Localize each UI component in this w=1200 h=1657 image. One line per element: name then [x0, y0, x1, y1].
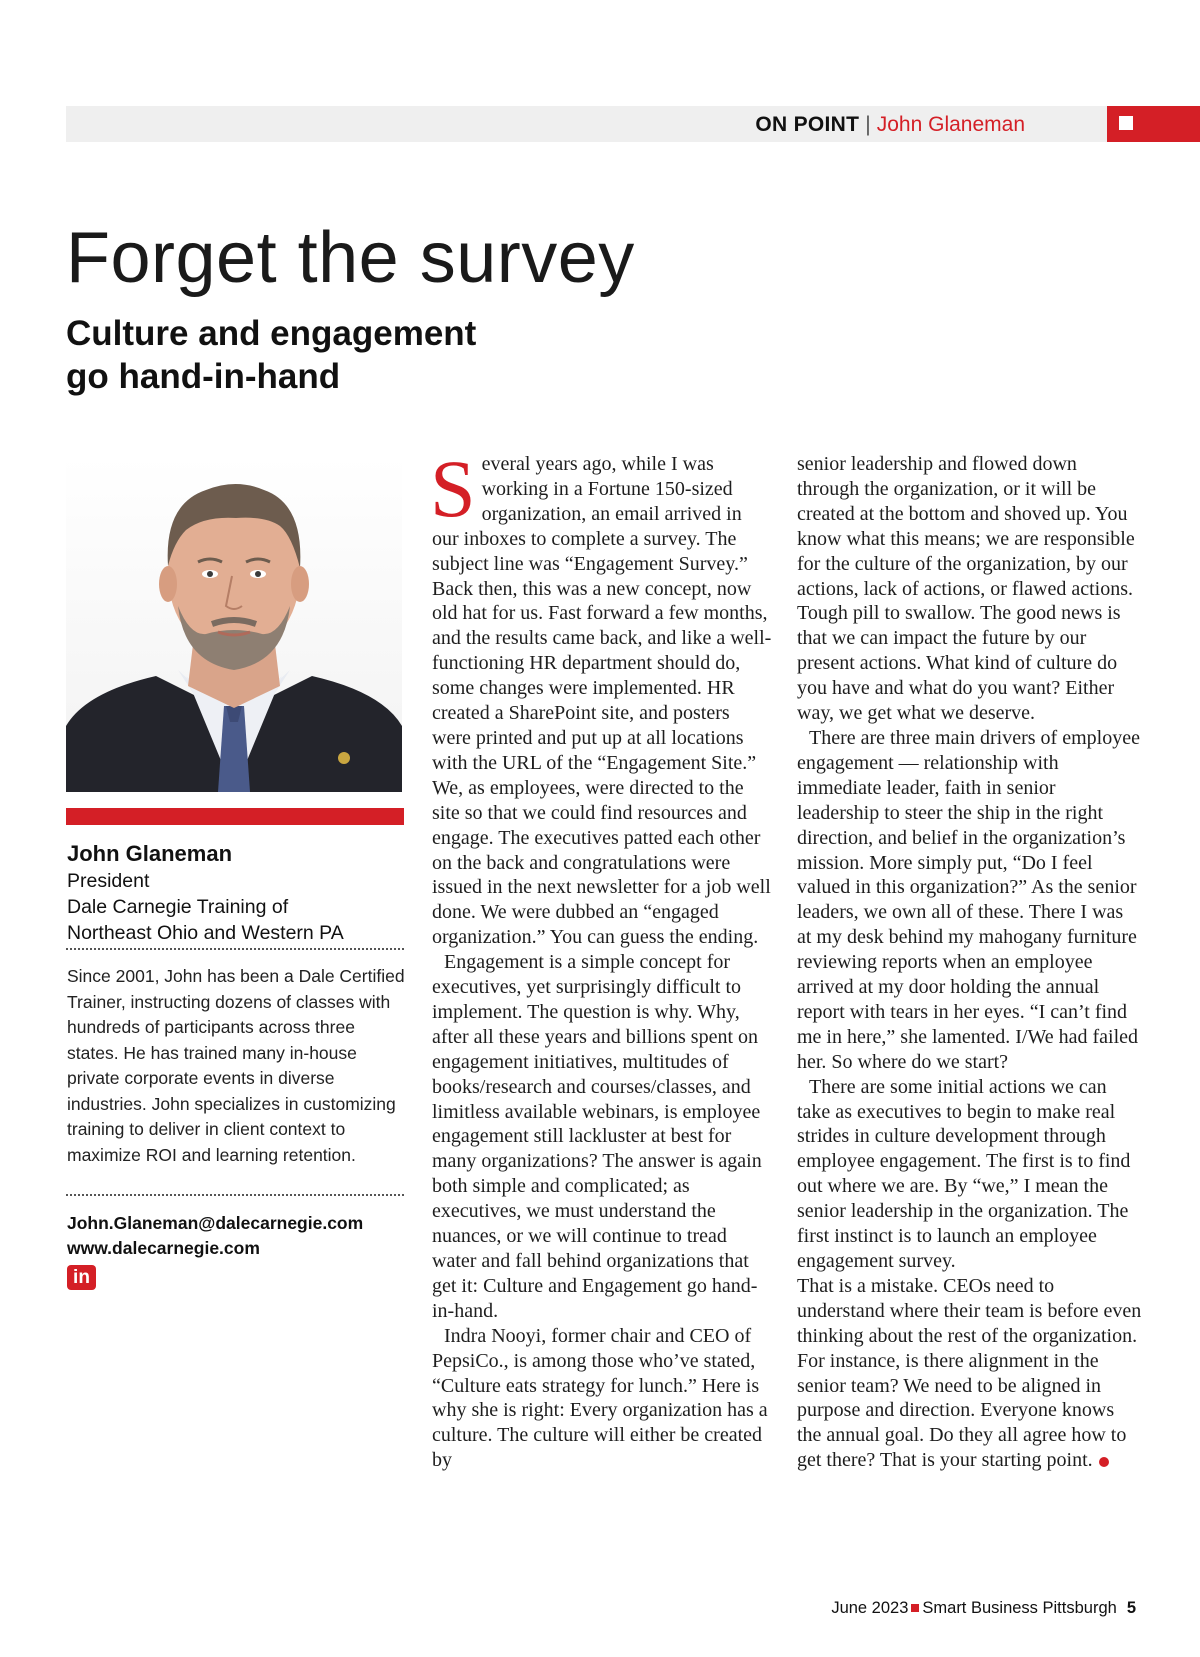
article-title: Forget the survey — [66, 218, 635, 298]
section-label: ON POINT — [755, 113, 860, 136]
header-band — [66, 106, 1200, 142]
article-paragraph: There are some initial actions we can take as executives to begin to make real strides in culture development through employee engagement. The first is to find out where we are. By “we,” I mean the senior leadership in the organization. The first instinct is to launch an employee engagement survey. — [797, 1075, 1131, 1272]
article-paragraph — [430, 443, 772, 950]
subtitle-line: Culture and engagement — [66, 314, 477, 353]
article-column-2 — [797, 452, 1142, 1473]
article-column-1 — [430, 443, 772, 1473]
article-subtitle — [66, 312, 586, 398]
paragraph-text: That is a mistake. CEOs need to understand where their team is before even thinking about the rest of the organization. For instance, is there alignment in the senior team? We need to be aligned in purpose and direction. Everyone knows the annual goal. Do they all agree how to get there? That is your starting point. — [797, 1274, 1142, 1472]
email-link[interactable]: John.Glaneman@dalecarnegie.com — [67, 1213, 364, 1233]
page-footer — [831, 1597, 1136, 1619]
header-separator: | — [865, 113, 871, 136]
bio-role — [67, 868, 344, 946]
header-author: John Glaneman — [876, 113, 1025, 136]
paragraph-text: everal years ago, while I was working in a Fortune 150-sized organization, an email arrived in our inboxes to complete a survey. The subject line was “Engagement Survey.” Back then, this was a new concept, now old hat for us. Fast forward a few months, and the results came back, and like a well-functioning HR department should do, some changes were implemented. HR created a SharePoint site, and posters were printed and put up at all locations with the URL of the “Engagement Site.” We, as employees, were directed to the site so that we could find resources and engage. The executives patted each other on the back and congratulations were issued in the next newsletter for a job well done. We were dubbed an “engaged organization.” You can guess the ending. — [432, 453, 772, 949]
article-paragraph — [797, 1274, 1142, 1473]
end-mark-icon — [1099, 1457, 1109, 1467]
footer-publication: Smart Business Pittsburgh — [922, 1599, 1117, 1617]
linkedin-icon[interactable]: in — [67, 1265, 96, 1290]
dotted-divider — [66, 948, 404, 950]
drop-cap: S — [430, 443, 476, 534]
bio-divider-bar — [66, 808, 404, 825]
article-paragraph: Indra Nooyi, former chair and CEO of PepsiCo., is among those who’ve stated, “Culture eats strategy for lunch.” Here is why she is right: Every organization has a culture. The culture will either be created by — [432, 1324, 768, 1472]
article-paragraph: senior leadership and flowed down through the organization, or it will be created at the bottom and shoved up. You know what this means; we are responsible for the culture of the organization, by our actions, lack of actions, or flawed actions. Tough pill to swallow. The good news is that we can impact the future by our present actions. What kind of culture do you have and what do you want? Either way, we get what we deserve. — [797, 453, 1135, 725]
footer-date: June 2023 — [831, 1599, 909, 1617]
portrait-illustration — [66, 456, 402, 792]
subtitle-line: go hand-in-hand — [66, 357, 341, 396]
website-link[interactable]: www.dalecarnegie.com — [67, 1238, 260, 1258]
bio-contact — [67, 1211, 363, 1261]
square-icon — [1119, 116, 1133, 130]
section-header — [755, 112, 1025, 138]
bio-text: Since 2001, John has been a Dale Certified Trainer, instructing dozens of classes with hundreds of participants across three states. He has trained many in-house private corporate events in diverse industries. John specializes in customizing training to deliver in client context to maximize ROI and learning retention. — [67, 966, 405, 1165]
article-paragraph: Engagement is a simple concept for executives, yet surprisingly difficult to implement. The question is why. Why, after all these years and billions spent on engagement initiatives, multitudes of books/research and courses/classes, and limitless available webinars, is employee engagement still lackluster at best for many organizations? The answer is again both simple and complicated; as executives, we must understand the nuances, or we will continue to tread water and fall behind organizations that get it: Culture and Engagement go hand-in-hand. — [432, 951, 762, 1322]
page-number: 5 — [1126, 1599, 1136, 1617]
article-paragraph: There are three main drivers of employee engagement — relationship with immediate leader, faith in senior leadership to steer the ship in the right direction, and belief in the organization’s mission. More simply put, “Do I feel valued in this organization?” As the senior leaders, we own all of these. There I was at my desk behind my mahogany furniture reviewing reports when an employee arrived at my door holding the annual report with tears in her eyes. “I can’t find me in here,” she lamented. I/We had failed her. So where do we start? — [797, 726, 1140, 1073]
bio-name: John Glaneman — [67, 841, 233, 866]
dotted-divider — [66, 1194, 404, 1196]
header-accent-box — [1107, 106, 1200, 142]
bio-role-line: President — [67, 870, 150, 892]
author-photo — [66, 456, 402, 792]
footer-square-icon — [911, 1604, 919, 1612]
bio-role-line: Dale Carnegie Training of — [67, 896, 289, 918]
bio-role-line: Northeast Ohio and Western PA — [67, 922, 344, 944]
